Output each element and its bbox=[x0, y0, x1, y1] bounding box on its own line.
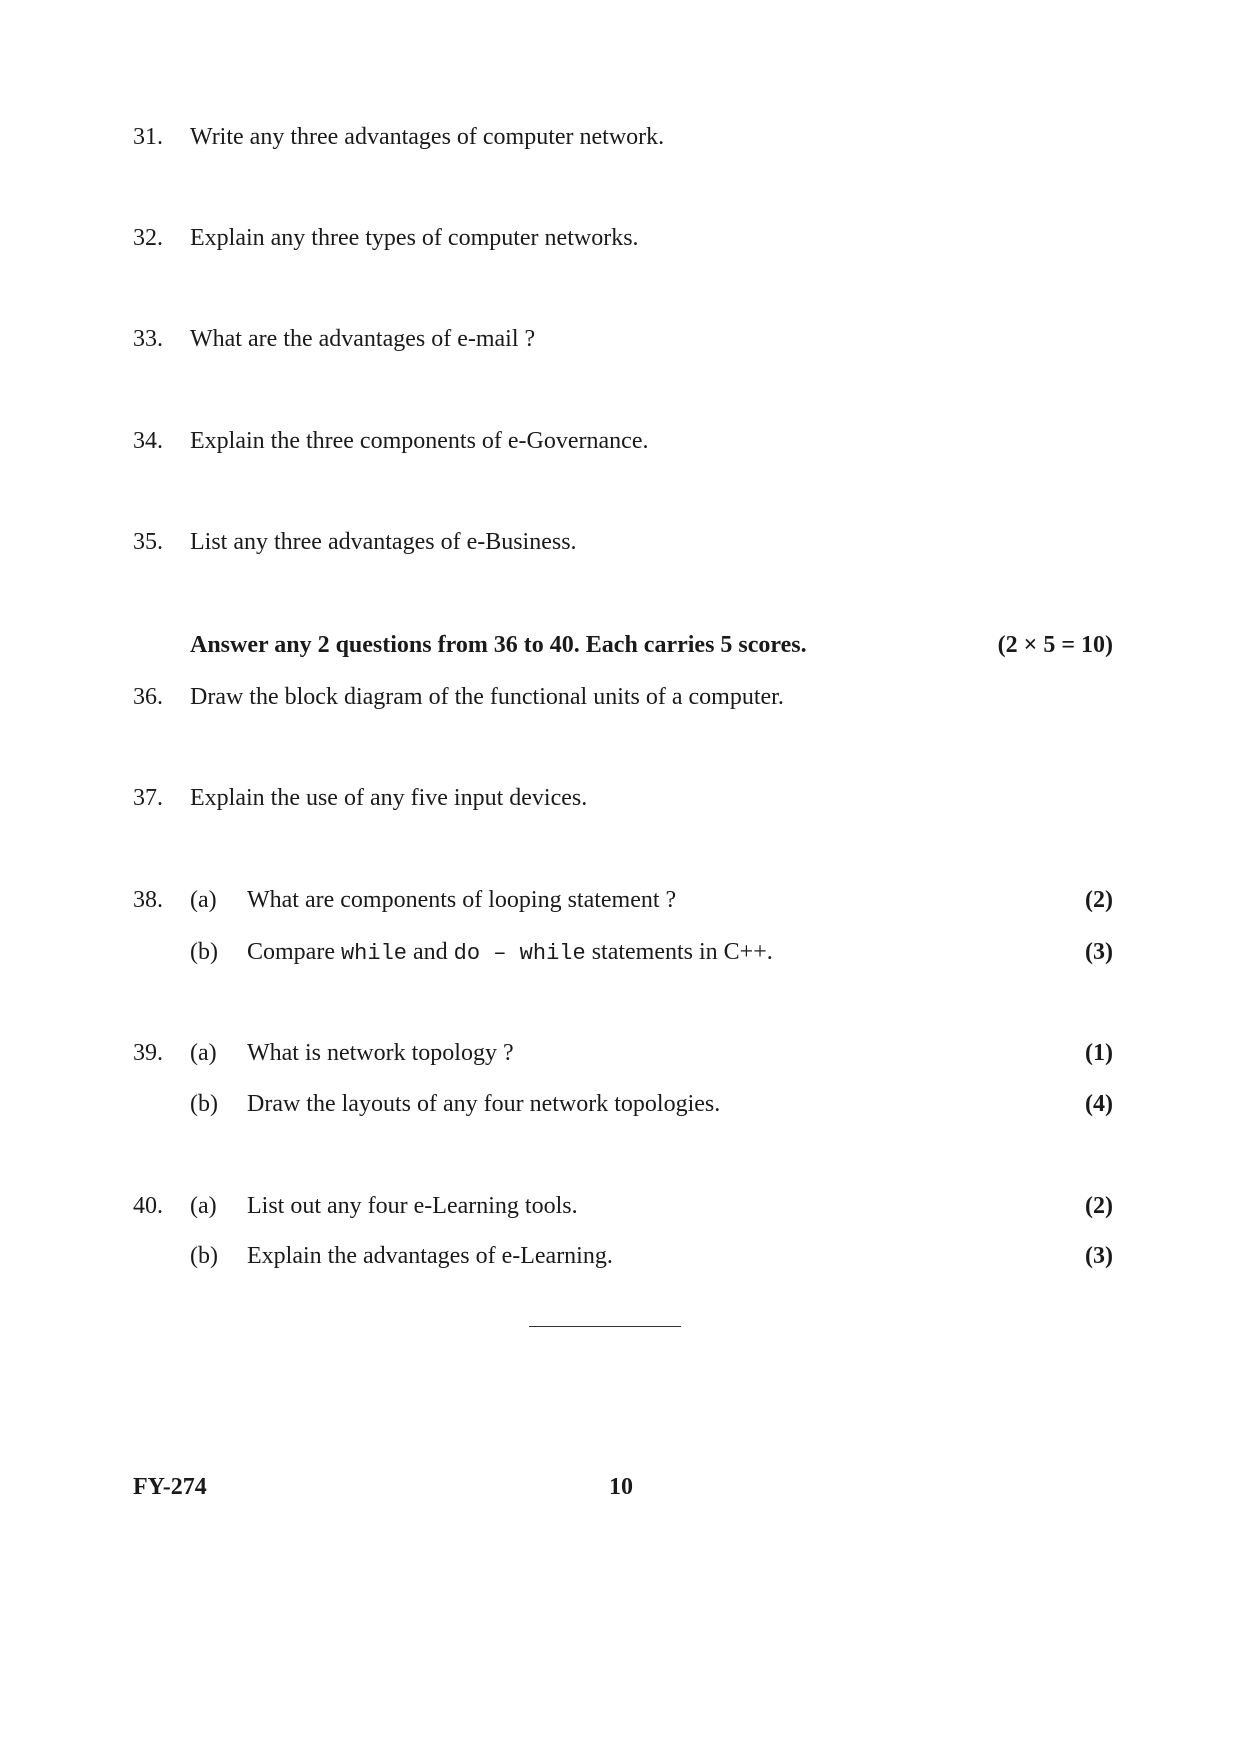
question-text-34: Explain the three components of e-Governance. bbox=[190, 428, 649, 454]
question-number-33: 33. bbox=[133, 326, 163, 352]
question-number-38: 38. bbox=[133, 887, 163, 913]
question-number-34: 34. bbox=[133, 428, 163, 454]
question-text-33: What are the advantages of e-mail ? bbox=[190, 326, 536, 352]
section-instruction: Answer any 2 questions from 36 to 40. Each carries 5 scores. bbox=[190, 632, 807, 658]
end-divider bbox=[529, 1326, 681, 1327]
subpart-text-39b: Draw the layouts of any four network topologies. bbox=[247, 1091, 721, 1117]
subpart-marks-39b: (4) bbox=[1085, 1091, 1113, 1117]
subpart-letter-39a: (a) bbox=[190, 1040, 217, 1066]
subpart-marks-40a: (2) bbox=[1085, 1193, 1113, 1219]
question-number-32: 32. bbox=[133, 225, 163, 251]
code-while: while bbox=[340, 941, 407, 966]
question-number-35: 35. bbox=[133, 529, 163, 555]
question-number-40: 40. bbox=[133, 1193, 163, 1219]
subpart-marks-38b: (3) bbox=[1085, 939, 1113, 965]
code-do-while: do – while bbox=[453, 941, 586, 966]
subpart-marks-39a: (1) bbox=[1085, 1040, 1113, 1066]
subpart-text-39a: What is network topology ? bbox=[247, 1040, 514, 1066]
question-number-39: 39. bbox=[133, 1040, 163, 1066]
question-text-37: Explain the use of any five input devices. bbox=[190, 785, 588, 811]
subpart-letter-38a: (a) bbox=[190, 887, 217, 913]
paper-code: FY-274 bbox=[133, 1474, 207, 1500]
subpart-text-40a: List out any four e-Learning tools. bbox=[247, 1193, 578, 1219]
subpart-letter-39b: (b) bbox=[190, 1091, 218, 1117]
subpart-marks-40b: (3) bbox=[1085, 1243, 1113, 1269]
subpart-marks-38a: (2) bbox=[1085, 887, 1113, 913]
section-marks: (2 × 5 = 10) bbox=[997, 632, 1113, 658]
question-text-36: Draw the block diagram of the functional units of a computer. bbox=[190, 684, 784, 710]
subpart-letter-40a: (a) bbox=[190, 1193, 217, 1219]
compare-prefix: Compare bbox=[247, 939, 335, 965]
question-text-31: Write any three advantages of computer network. bbox=[190, 124, 665, 150]
question-text-32: Explain any three types of computer networks. bbox=[190, 225, 639, 251]
question-text-35: List any three advantages of e-Business. bbox=[190, 529, 577, 555]
subpart-letter-38b: (b) bbox=[190, 939, 218, 965]
subpart-text-38a: What are components of looping statement ? bbox=[247, 887, 677, 913]
subpart-text-40b: Explain the advantages of e-Learning. bbox=[247, 1243, 613, 1269]
question-number-31: 31. bbox=[133, 124, 163, 150]
compare-mid: and bbox=[413, 939, 448, 965]
subpart-text-38b bbox=[247, 939, 773, 966]
page-number: 10 bbox=[609, 1474, 633, 1500]
compare-suffix: statements in C++. bbox=[591, 939, 773, 965]
subpart-letter-40b: (b) bbox=[190, 1243, 218, 1269]
question-number-37: 37. bbox=[133, 785, 163, 811]
question-number-36: 36. bbox=[133, 684, 163, 710]
